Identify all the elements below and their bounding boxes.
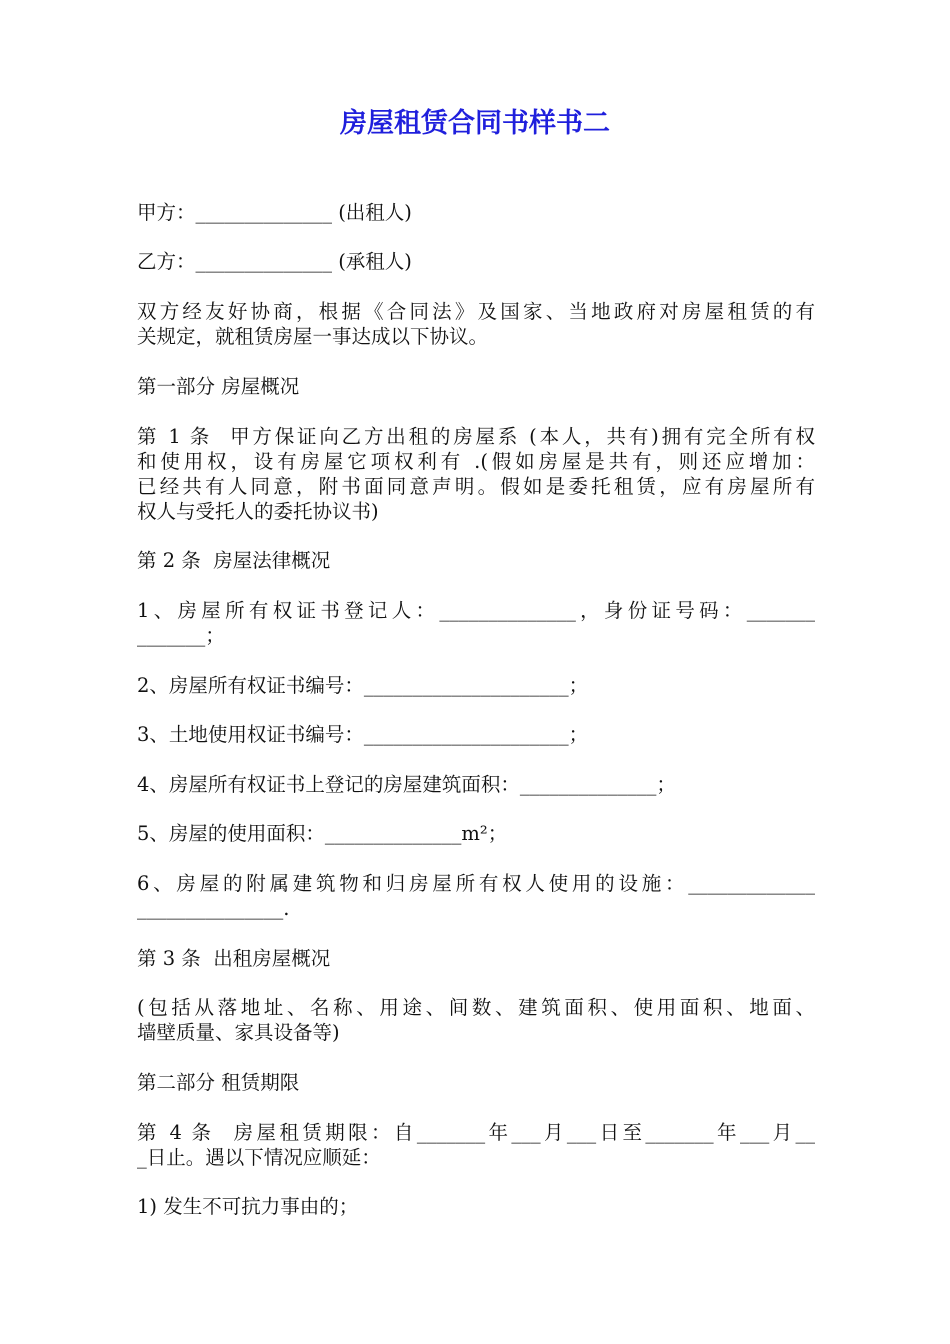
paragraph-line: 权人与受托人的委托协议书): [137, 500, 379, 523]
article-heading: [137, 946, 815, 971]
paragraph-line: 3、土地使用权证书编号：_____________________；: [137, 723, 589, 746]
paragraph-line: 乙方：______________ (承租人): [137, 250, 412, 273]
section-heading: [137, 374, 815, 399]
paragraph-article-4: [137, 1120, 815, 1170]
paragraph-line: 第 1 条 甲方保证向乙方出租的房屋系 (本人，共有)拥有完全所有权: [137, 425, 815, 448]
paragraph-item-4: [137, 772, 815, 797]
paragraph-line: _______________.: [137, 897, 290, 920]
paragraph-line: 1、房屋所有权证书登记人：______________，身份证号码：_______: [137, 599, 815, 622]
article-heading: [137, 548, 815, 573]
paragraph-line: 墙壁质量、家具设备等): [137, 1021, 340, 1044]
document-title: 房屋租赁合同书样书二: [340, 108, 610, 139]
paragraph-line: 6、房屋的附属建筑物和归房屋所有权人使用的设施：_____________: [137, 872, 815, 895]
paragraph-line: 1) 发生不可抗力事由的；: [137, 1195, 359, 1218]
paragraph-line: 甲方：______________ (出租人): [137, 201, 412, 224]
paragraph-party-b: [137, 249, 815, 274]
paragraph-line: 第 2 条 房屋法律概况: [137, 549, 331, 572]
section-heading: [137, 1070, 815, 1095]
paragraph-item-5: [137, 821, 815, 846]
paragraph-party-a: [137, 200, 815, 225]
paragraph-line: 关规定，就租赁房屋一事达成以下协议。: [137, 325, 489, 348]
paragraph-preamble: [137, 299, 815, 349]
paragraph-line: _日止。遇以下情况应顺延：: [137, 1146, 381, 1169]
paragraph-line: 第 4 条 房屋租赁期限：自_______年___月___日至_______年___月__: [137, 1121, 815, 1144]
paragraph-line: 双方经友好协商，根据《合同法》及国家、当地政府对房屋租赁的有: [137, 300, 815, 323]
paragraph-line: _______；: [137, 624, 225, 647]
paragraph-line: 已经共有人同意，附书面同意声明。假如是委托租赁，应有房屋所有: [137, 475, 815, 498]
paragraph-item-1: [137, 598, 815, 648]
paragraph-article-1: [137, 424, 815, 524]
paragraph-line: 第 3 条 出租房屋概况: [137, 947, 331, 970]
paragraph-line: 和使用权，设有房屋它项权利有 .(假如房屋是共有，则还应增加：: [137, 450, 815, 473]
paragraph-line: (包括从落地址、名称、用途、间数、建筑面积、使用面积、地面、: [137, 996, 815, 1019]
paragraph-line: 4、房屋所有权证书上登记的房屋建筑面积：______________；: [137, 773, 676, 796]
paragraph-line: 5、房屋的使用面积：______________m²；: [137, 822, 508, 845]
paragraph-item-2: [137, 673, 815, 698]
paragraph-line: 第一部分 房屋概况: [137, 375, 300, 398]
paragraph-item-6: [137, 871, 815, 921]
paragraph-line: 第二部分 租赁期限: [137, 1071, 300, 1094]
paragraph-item-3: [137, 722, 815, 747]
paragraph-line: 2、房屋所有权证书编号：_____________________；: [137, 674, 589, 697]
paragraph-condition-1: [137, 1194, 815, 1219]
paragraph-article-3-detail: [137, 995, 815, 1045]
